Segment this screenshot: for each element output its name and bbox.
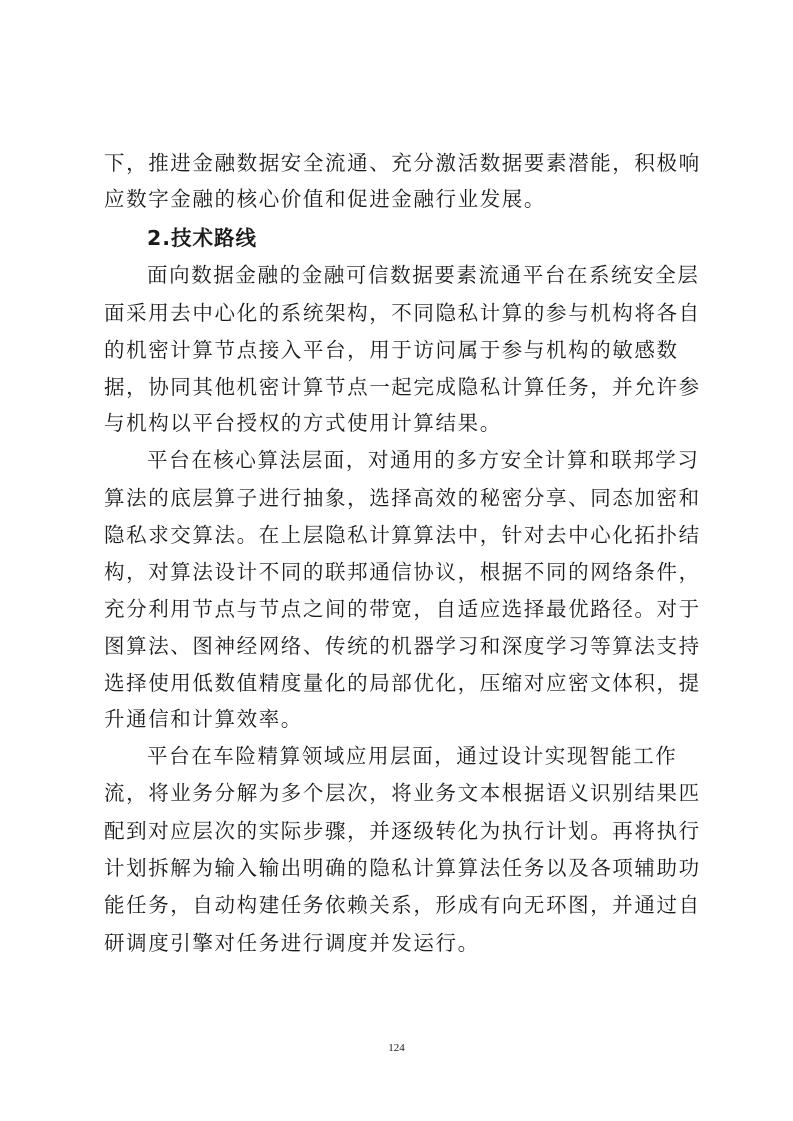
paragraph-line: 构，对算法设计不同的联邦通信协议，根据不同的网络条件，: [104, 560, 701, 584]
paragraph-line: 平台在核心算法层面，对通用的多方安全计算和联邦学习: [147, 448, 700, 472]
paragraph-line: 配到对应层次的实际步骤，并逐级转化为执行计划。再将执行: [104, 819, 701, 843]
paragraph-line: 流，将业务分解为多个层次，将业务文本根据语义识别结果匹: [104, 781, 701, 805]
paragraph-line: 计划拆解为输入输出明确的隐私计算算法任务以及各项辅助功: [104, 856, 701, 880]
paragraph-line: 充分利用节点与节点之间的带宽，自适应选择最优路径。对于: [104, 597, 701, 621]
intro-line: 下，推进金融数据安全流通、充分激活数据要素潜能，积极响: [104, 151, 701, 175]
paragraph-line: 据，协同其他机密计算节点一起完成隐私计算任务，并允许参: [104, 375, 701, 399]
intro-line: 应数字金融的核心价值和促进金融行业发展。: [104, 187, 546, 211]
paragraph-line: 研调度引擎对任务进行调度并发运行。: [104, 931, 480, 955]
paragraph-line: 能任务，自动构建任务依赖关系，形成有向无环图，并通过自: [104, 893, 701, 917]
paragraph-line: 选择使用低数值精度量化的局部优化，压缩对应密文体积，提: [104, 671, 701, 695]
paragraph-line: 的机密计算节点接入平台，用于访问属于参与机构的敏感数: [104, 338, 679, 362]
paragraph-line: 平台在车险精算领域应用层面，通过设计实现智能工作: [147, 744, 678, 768]
paragraph-line: 与机构以平台授权的方式使用计算结果。: [104, 411, 502, 435]
paragraph-line: 图算法、图神经网络、传统的机器学习和深度学习等算法支持: [104, 634, 701, 658]
paragraph-line: 升通信和计算效率。: [104, 707, 303, 731]
paragraph-line: 面向数据金融的金融可信数据要素流通平台在系统安全层: [147, 263, 700, 287]
paragraph-line: 算法的底层算子进行抽象，选择高效的秘密分享、同态加密和: [104, 486, 701, 510]
section-heading: 2.技术路线: [147, 226, 258, 250]
page-number: 124: [388, 1042, 405, 1054]
paragraph-line: 面采用去中心化的系统架构，不同隐私计算的参与机构将各自: [104, 301, 701, 325]
paragraph-line: 隐私求交算法。在上层隐私计算算法中，针对去中心化拓扑结: [104, 523, 701, 547]
